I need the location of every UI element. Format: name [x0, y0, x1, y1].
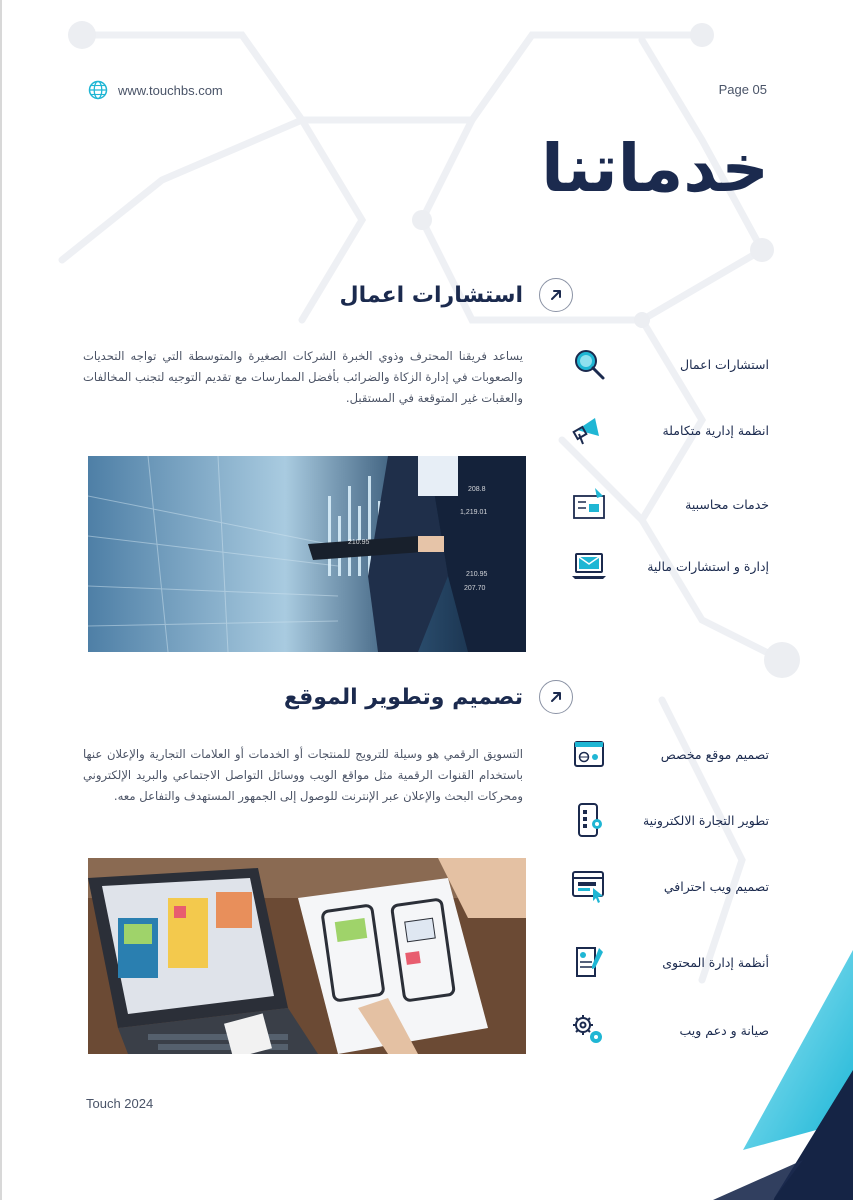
- laptop-mail-icon: [569, 546, 609, 586]
- web-design-photo: [88, 858, 526, 1054]
- website-url[interactable]: [88, 80, 223, 100]
- service-label: تصميم ويب احترافي: [663, 878, 769, 894]
- service-label: انظمة إدارية متكاملة: [662, 422, 769, 438]
- section-heading-business-consulting: [340, 278, 573, 312]
- service-label: إدارة و استشارات مالية: [647, 558, 769, 574]
- globe-icon: [88, 80, 108, 100]
- document-pen-icon: [569, 942, 609, 982]
- section-title: تصميم وتطوير الموقع: [283, 684, 523, 710]
- svg-text:1,219.01: 1,219.01: [460, 509, 488, 516]
- service-label: أنظمة إدارة المحتوى: [662, 954, 769, 970]
- footer-text: Touch 2024: [86, 1096, 154, 1111]
- blueprint-icon: [569, 484, 609, 524]
- service-item[interactable]: [569, 864, 769, 908]
- browser-globe-icon: [569, 734, 609, 774]
- page-title: خدماتنا: [541, 130, 769, 207]
- page-number: Page 05: [718, 82, 767, 97]
- service-label: صيانة و دعم ويب: [679, 1022, 769, 1038]
- service-label: تطوير التجارة الالكترونية: [642, 812, 769, 828]
- corner-decoration: [653, 950, 853, 1200]
- service-item[interactable]: [569, 940, 769, 984]
- section-paragraph: يساعد فريقنا المحترف وذوي الخبرة الشركات الصغيرة والمتوسطة التي تواجه التحديات والصعوبات في إدارة الزكاة والضرائب بأفضل الممارسات مع تقديم التوجيه لتجنب المخالفات والعقبات غير المتوقعة في المستقبل.: [83, 349, 523, 405]
- gears-icon: [569, 1010, 609, 1050]
- service-label: استشارات اعمال: [680, 356, 769, 372]
- svg-text:208.8: 208.8: [468, 486, 486, 493]
- magnifier-icon: [569, 344, 609, 384]
- business-photo: [88, 456, 526, 652]
- section-paragraph: التسويق الرقمي هو وسيلة للترويج للمنتجات أو الخدمات أو العلامات التجارية والإعلان عنها باستخدام القنوات الرقمية مثل مواقع الويب ووسائل التواصل الاجتماعي والبريد الإلكتروني ومحركات البحث والإعلان عبر الإنترنت للوصول إلى الجمهور المستهدف والتفاعل معه.: [83, 747, 523, 803]
- service-label: تصميم موقع مخصص: [660, 746, 769, 762]
- section-title: استشارات اعمال: [339, 282, 523, 308]
- mobile-gear-icon: [569, 800, 609, 840]
- arrow-up-right-icon[interactable]: [539, 278, 573, 312]
- web-cursor-icon: [569, 866, 609, 906]
- svg-text:210.95: 210.95: [348, 539, 370, 546]
- section-heading-web-design: [284, 680, 573, 714]
- svg-text:210.95: 210.95: [466, 571, 488, 578]
- service-item[interactable]: [569, 732, 769, 776]
- url-text: www.touchbs.com: [118, 82, 223, 98]
- service-item[interactable]: [569, 482, 769, 526]
- service-item[interactable]: [569, 544, 769, 588]
- service-item[interactable]: [569, 1008, 769, 1052]
- service-label: خدمات محاسبية: [685, 496, 769, 512]
- svg-text:207.70: 207.70: [464, 585, 486, 592]
- service-item[interactable]: [569, 408, 769, 452]
- service-item[interactable]: [569, 798, 769, 842]
- arrow-up-right-icon[interactable]: [539, 680, 573, 714]
- service-item[interactable]: [569, 342, 769, 386]
- megaphone-icon: [569, 410, 609, 450]
